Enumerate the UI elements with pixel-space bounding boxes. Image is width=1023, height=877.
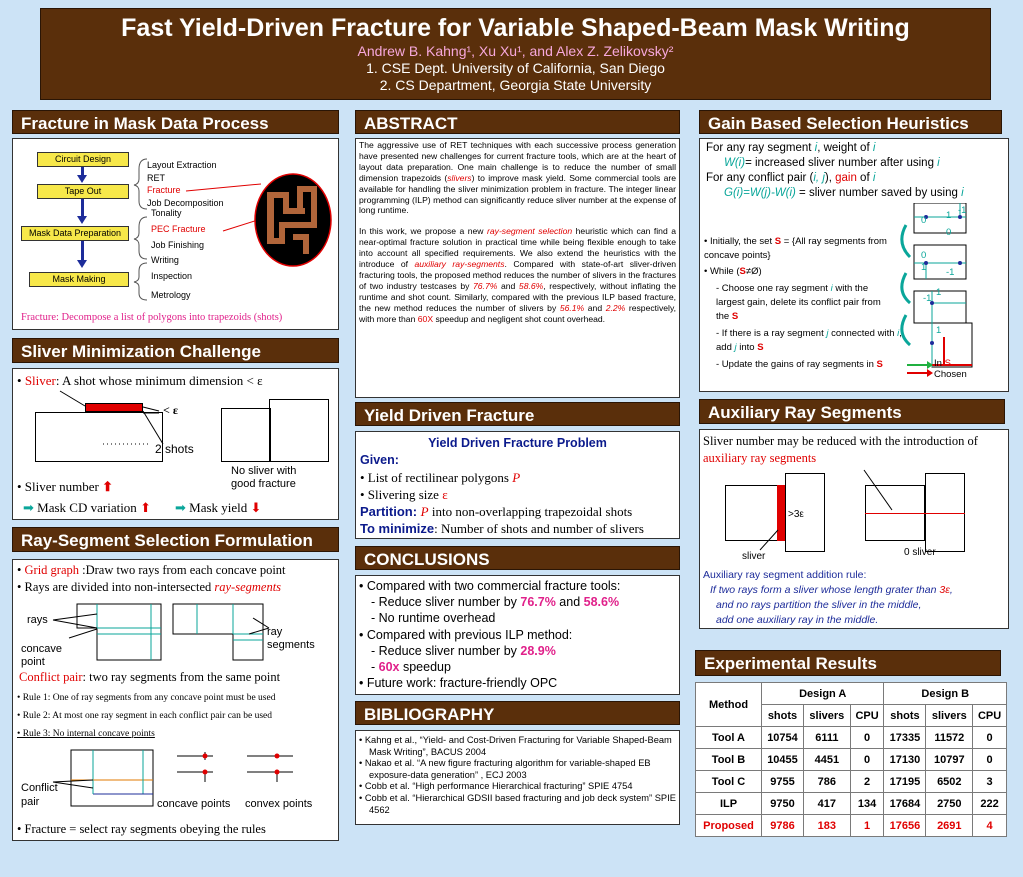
mask-cd-label: Mask CD variation xyxy=(37,500,137,515)
gain-num: 1 xyxy=(936,287,942,298)
abstract-highlight: 60X xyxy=(417,313,434,324)
fracture-layout-image xyxy=(253,172,333,268)
flow-tape-out: Tape Out xyxy=(37,184,129,199)
rule-3: • Rule 3: No internal concave points xyxy=(17,729,155,739)
good-shape-b xyxy=(269,399,329,462)
table-row xyxy=(696,749,1007,771)
aux-rule-text: , xyxy=(949,584,953,596)
gain-text: = increased sliver number after using xyxy=(745,157,938,169)
flow-arrow xyxy=(81,199,84,217)
step-fracture: Fracture xyxy=(147,185,181,195)
abstract-text: heuristic which can find a near-optimal fracture solution in practical time while being flexible enough to take into account all specified requirements. We also extend the heuristics with the introduce of xyxy=(359,226,676,270)
concave-points-label: concave points xyxy=(157,798,231,810)
value-cell: 2750 xyxy=(926,793,973,815)
abstract-highlight: auxiliary ray-segments xyxy=(414,259,505,270)
bib-item: • Cobb et al. “High performance Hierarchical fracturing” SPIE 4754 xyxy=(359,781,633,792)
ydf-minimize xyxy=(360,521,644,537)
mask-yield-label: Mask yield xyxy=(189,500,248,515)
step-job-decomposition: Job Decomposition xyxy=(147,198,224,208)
col-header: slivers xyxy=(803,705,850,727)
ydf-partition-text: into non-overlapping trapezoidal shots xyxy=(428,504,633,519)
gain-num: 0 xyxy=(921,215,927,226)
conclusion-text: and xyxy=(555,595,584,610)
legend-chosen: Chosen xyxy=(934,369,967,380)
ydf-item-text: • Slivering size xyxy=(360,487,443,502)
col-header: shots xyxy=(762,705,804,727)
gain-num: 0 xyxy=(921,250,927,261)
gain-text: = {All ray segments from concave points} xyxy=(704,236,887,261)
value-cell: 17656 xyxy=(884,815,926,837)
flow-arrow-head xyxy=(77,260,87,268)
value-cell: 0 xyxy=(973,727,1007,749)
value-cell: 4 xyxy=(973,815,1007,837)
gain-num: -1 xyxy=(923,293,932,304)
algo-initially xyxy=(704,235,894,263)
abstract-text: . Compared with state-of-art sliver-driven fracturing tools, the proposed method reduces the number of slivers in the fractures of two industry testcases by xyxy=(359,259,677,291)
gain-text: • While ( xyxy=(704,266,740,277)
ydf-eps: ε xyxy=(442,487,448,502)
ydf-list-item-2 xyxy=(360,487,448,503)
aux-ray-line xyxy=(865,513,965,514)
results-header: Experimental Results xyxy=(695,650,1001,676)
rayseg-bullet-1: • Grid graph :Draw two rays from each concave point xyxy=(17,563,286,577)
value-cell: 0 xyxy=(850,749,884,771)
table-row xyxy=(696,771,1007,793)
up-arrow-icon: ⬆ xyxy=(102,479,113,494)
down-arrow-icon: ⬇ xyxy=(250,500,262,515)
design-b-header: Design B xyxy=(884,683,1007,705)
value-cell: 17335 xyxy=(884,727,926,749)
ray-segments-term: ray-segments xyxy=(214,580,282,594)
gain-num: -1 xyxy=(958,205,967,216)
value-cell: 183 xyxy=(803,815,850,837)
value-cell: 6111 xyxy=(803,727,850,749)
grid-graph-term: Grid graph xyxy=(24,563,80,577)
aux-rule-text: If two rays form a sliver whose length grater than xyxy=(710,584,940,596)
aux-rule-title: Auxiliary ray segment addition rule: xyxy=(703,569,867,581)
abstract-panel xyxy=(355,138,680,398)
gain-text: For any conflict pair ( xyxy=(706,172,814,184)
sliver-panel xyxy=(12,368,339,520)
value-cell: 9786 xyxy=(762,815,804,837)
results-table xyxy=(695,682,1007,837)
method-header: Method xyxy=(696,683,762,727)
table-row-proposed xyxy=(696,815,1007,837)
conflict-pair-label: Conflict pair xyxy=(21,782,58,808)
set-S: S xyxy=(731,311,739,322)
gain-step-diagrams xyxy=(896,203,1008,383)
poster-affiliation-1: 1. CSE Dept. University of California, San Diego xyxy=(366,60,665,76)
conclusion-line-2 xyxy=(359,594,676,610)
gain-text: = sliver number saved by using xyxy=(795,187,962,199)
step-ret: RET xyxy=(147,173,165,183)
ydf-minimize-key: To minimize xyxy=(360,521,435,536)
aux-text: Sliver number may be reduced with the introduction of xyxy=(703,434,978,448)
legend-in-s xyxy=(934,358,951,369)
conflict-pair-term: Conflict pair xyxy=(19,670,83,684)
set-S: S xyxy=(944,358,951,369)
value-cell: 17684 xyxy=(884,793,926,815)
abstract-text: and xyxy=(584,302,606,313)
convex-points-label: convex points xyxy=(245,798,313,810)
gain-var: i xyxy=(937,157,940,169)
col-header: shots xyxy=(884,705,926,727)
right-arrow-icon: ➡ xyxy=(23,500,34,515)
value-cell: 134 xyxy=(850,793,884,815)
aux-zero-sliver: 0 sliver xyxy=(904,547,936,558)
value-cell: 10455 xyxy=(762,749,804,771)
gt3e-label: >3ε xyxy=(788,509,804,520)
conclusion-value: 28.9% xyxy=(520,643,556,658)
gain-var: i xyxy=(872,142,876,154)
abstract-header: ABSTRACT xyxy=(355,110,680,134)
abstract-text: and xyxy=(497,280,519,291)
algo-update xyxy=(716,358,896,372)
poster-authors: Andrew B. Kahng¹, Xu Xu¹, and Alex Z. Zelikovsky² xyxy=(357,43,674,59)
table-header-row xyxy=(696,683,1007,705)
step-job-finishing: Job Finishing xyxy=(151,240,205,250)
sliver-number-label: • Sliver number xyxy=(17,479,99,494)
gain-line-1 xyxy=(706,142,875,154)
step-writing: Writing xyxy=(151,255,179,265)
ydf-partition xyxy=(360,504,632,520)
good-shape-a xyxy=(221,408,271,462)
bib-item: • Kahng et al., “Yield- and Cost-Driven Fracturing for Variable Shaped-Beam Mask Writing”, BACUS 2004 xyxy=(359,735,672,757)
set-S: S xyxy=(774,236,782,247)
sliver-definition: • Sliver: A shot whose minimum dimension < ε xyxy=(17,373,263,388)
step-layout-extraction: Layout Extraction xyxy=(147,160,217,170)
gain-line-4 xyxy=(724,187,964,199)
poster-title: Fast Yield-Driven Fracture for Variable Shaped-Beam Mask Writing xyxy=(121,14,910,42)
grid-graph-text: :Draw two rays from each concave point xyxy=(79,563,286,577)
value-cell: 10754 xyxy=(762,727,804,749)
flow-arrow xyxy=(81,241,84,261)
conclusion-line-7: • Future work: fracture-friendly OPC xyxy=(359,676,558,691)
concave-point-label: concave point xyxy=(21,643,62,668)
legend-arrows xyxy=(905,361,933,377)
flow-circuit-design: Circuit Design xyxy=(37,152,129,167)
rayseg-bullet-2 xyxy=(17,580,281,595)
abstract-highlight: 76.7% xyxy=(473,280,498,291)
gain-word: gain xyxy=(835,172,857,184)
set-S: S xyxy=(739,266,746,277)
aux-rule-value: 3ε xyxy=(939,584,950,596)
conclusions-panel xyxy=(355,575,680,695)
title-banner xyxy=(40,8,991,100)
rayseg-header: Ray-Segment Selection Formulation xyxy=(12,527,339,552)
abstract-text: ) to improve mask yield. Some commercial tools are available for handling the sliver minimization problem in fracture. The integer linear programming (ILP) method can significantly reduce sliver number at the expense of long runtime. xyxy=(359,172,676,216)
step-inspection: Inspection xyxy=(151,271,193,281)
algo-while xyxy=(704,266,762,277)
value-cell: 222 xyxy=(973,793,1007,815)
aux-highlight: auxiliary ray segments xyxy=(703,451,817,465)
gain-var: j xyxy=(734,342,737,353)
gain-header: Gain Based Selection Heuristics xyxy=(699,110,1002,134)
method-cell: Tool C xyxy=(696,771,762,793)
abstract-text: , respectively, without inflating the runtime and shot count. Similarly, compared with the previous ILP based fracture, the new method reduces the number of slivers by xyxy=(359,280,676,313)
ydf-minimize-text: : Number of shots and number of slivers xyxy=(434,521,644,536)
gain-var: i xyxy=(897,328,900,339)
flow-mask-data-preparation: Mask Data Preparation xyxy=(21,226,129,241)
value-cell: 0 xyxy=(850,727,884,749)
bib-item: • Cobb et al. “Hierarchical GDSII based fracturing and job deck system” SPIE 4562 xyxy=(359,792,676,815)
col-header: CPU xyxy=(850,705,884,727)
abstract-text: speedup and negligent shot count overhead. xyxy=(433,313,606,324)
ray-segments-label: ray segments xyxy=(267,626,315,651)
ydf-problem-title: Yield Driven Fracture Problem xyxy=(428,436,607,450)
step-metrology: Metrology xyxy=(151,290,191,300)
gain-text: • Initially, the set xyxy=(704,236,775,247)
abstract-highlight: ray-segment selection xyxy=(487,226,573,237)
ydf-given: Given: xyxy=(360,453,399,467)
conclusion-line-3: - No runtime overhead xyxy=(371,611,496,626)
ydf-item-text: • List of rectilinear polygons xyxy=(360,470,513,485)
ydf-partition-key: Partition: xyxy=(360,504,421,519)
abstract-paragraph-2 xyxy=(359,226,676,324)
value-cell: 3 xyxy=(973,771,1007,793)
abstract-text: The aggressive use of RET techniques with each successive process generation have presented new challenges for current fracture tools, which are at the heart of layout data preparation. One main challenge is to reduce the number of small dimension trapezoids ( xyxy=(359,140,676,183)
gain-var: W(i) xyxy=(724,157,746,169)
ydf-list-item-1 xyxy=(360,470,520,486)
bibliography-panel xyxy=(355,730,680,825)
sliver-header: Sliver Minimization Challenge xyxy=(12,338,339,363)
abstract-text: In this work, we propose a new xyxy=(359,226,487,237)
ydf-header: Yield Driven Fracture xyxy=(355,402,680,426)
col-header: CPU xyxy=(973,705,1007,727)
conclusion-line-6 xyxy=(359,659,676,675)
conclusion-line-1: • Compared with two commercial fracture tools: xyxy=(359,579,621,593)
value-cell: 17130 xyxy=(884,749,926,771)
gain-panel xyxy=(699,138,1009,392)
conflict-pair-text: : two ray segments from the same point xyxy=(82,670,281,684)
bib-item: • Nakao et al. “A new figure fracturing algorithm for variable-shaped EB exposure-data generation” , ECJ 2003 xyxy=(359,758,651,780)
two-shots-label: 2 shots xyxy=(155,442,194,456)
no-sliver-label: No sliver with good fracture xyxy=(231,465,297,490)
aux-rule-line-2: and no rays partition the sliver in the middle, xyxy=(716,599,922,611)
method-cell: Tool A xyxy=(696,727,762,749)
method-cell: Tool B xyxy=(696,749,762,771)
abstract-highlight: 58.6% xyxy=(518,280,544,291)
abstract-paragraph-1 xyxy=(359,140,676,216)
design-a-header: Design A xyxy=(762,683,884,705)
fracture-caption: Fracture: Decompose a list of polygons into trapezoids (shots) xyxy=(21,312,283,323)
gain-line-2 xyxy=(724,157,940,169)
value-cell: 786 xyxy=(803,771,850,793)
sliver-word: Sliver xyxy=(24,373,56,388)
gain-text: For any ray segment xyxy=(706,142,815,154)
conclusion-line-5 xyxy=(359,643,676,659)
gain-text: - If there is a ray segment xyxy=(716,328,827,339)
value-cell: 9750 xyxy=(762,793,804,815)
gain-line-3 xyxy=(706,172,875,184)
col-header: slivers xyxy=(926,705,973,727)
flow-arrow-head xyxy=(77,175,87,183)
abstract-highlight: 2.2% xyxy=(605,302,626,313)
conclusion-text: speedup xyxy=(399,660,451,675)
fracture-header: Fracture in Mask Data Process xyxy=(12,110,339,134)
eps-label: < ε xyxy=(163,403,178,417)
mask-yield xyxy=(175,500,261,516)
conclusion-value: 58.6% xyxy=(583,595,620,610)
gain-text: with the largest gain, delete its conflict pair from the xyxy=(716,283,881,322)
up-arrow-icon: ⬆ xyxy=(140,500,151,515)
abstract-text: respectively, with more than xyxy=(359,302,676,324)
right-arrow-icon: ➡ xyxy=(175,500,186,515)
gain-num: 1 xyxy=(946,210,952,221)
legend-text: In xyxy=(934,358,945,369)
gain-var: i xyxy=(814,142,818,154)
conclusion-line-4: • Compared with previous ILP method: xyxy=(359,627,573,642)
gain-text: , weight of xyxy=(817,142,873,154)
conclusion-text: - Reduce sliver number by xyxy=(371,643,521,658)
gain-text: - Choose one ray segment xyxy=(716,283,831,294)
conclusion-value: 76.7% xyxy=(520,595,556,610)
gain-num: 0 xyxy=(946,227,952,238)
set-S: S xyxy=(876,359,883,370)
value-cell: 4451 xyxy=(803,749,850,771)
table-row xyxy=(696,727,1007,749)
value-cell: 6502 xyxy=(926,771,973,793)
algo-choose xyxy=(716,282,888,324)
gain-var: i, j xyxy=(813,172,825,184)
gain-text: into xyxy=(736,342,758,353)
conflict-pair-def xyxy=(19,670,280,685)
gain-text: - Update the gains of ray segments in xyxy=(716,359,877,370)
sliver-def-text: : A shot whose minimum dimension < ε xyxy=(55,373,263,388)
mask-cd-variation xyxy=(23,500,151,516)
fracture-panel xyxy=(12,138,339,330)
gain-text: ), xyxy=(824,172,836,184)
fracture-pointer-lines xyxy=(183,179,263,239)
aux-panel xyxy=(699,429,1009,629)
aux-header: Auxiliary Ray Segments xyxy=(699,399,1005,424)
gain-num: 1 xyxy=(921,262,927,273)
value-cell: 0 xyxy=(973,749,1007,771)
gain-text: , add xyxy=(716,328,902,353)
fracture-summary: • Fracture = select ray segments obeying the rules xyxy=(17,822,266,836)
table-row xyxy=(696,793,1007,815)
rayseg-panel xyxy=(12,559,339,841)
value-cell: 10797 xyxy=(926,749,973,771)
abstract-highlight: slivers xyxy=(447,172,472,183)
abstract-highlight: 56.1% xyxy=(559,302,585,313)
aux-rule-line-1 xyxy=(710,584,953,596)
value-cell: 1 xyxy=(850,815,884,837)
value-cell: 2691 xyxy=(926,815,973,837)
sliver-number xyxy=(17,479,113,495)
bibliography-header: BIBLIOGRAPHY xyxy=(355,701,680,725)
rayseg-bullet-2-text: • Rays are divided into non-intersected xyxy=(17,580,215,594)
method-cell: Proposed xyxy=(696,815,762,837)
conclusion-value: 60x xyxy=(378,660,400,675)
poster-affiliation-2: 2. CS Department, Georgia State University xyxy=(379,77,652,93)
ydf-P: P xyxy=(420,504,429,519)
gain-var: i xyxy=(961,187,964,199)
rule-2: • Rule 2: At most one ray segment in each conflict pair can be used xyxy=(17,711,273,721)
value-cell: 417 xyxy=(803,793,850,815)
set-S: S xyxy=(757,342,764,353)
gain-var: i xyxy=(830,283,833,294)
conclusion-text: - Reduce sliver number by xyxy=(371,595,521,610)
value-cell: 9755 xyxy=(762,771,804,793)
step-pec-fracture: PEC Fracture xyxy=(151,224,206,234)
value-cell: 17195 xyxy=(884,771,926,793)
flow-arrow-head xyxy=(77,216,87,224)
gain-text: connected with xyxy=(828,328,898,339)
conclusions-header: CONCLUSIONS xyxy=(355,546,680,570)
ydf-P: P xyxy=(512,470,521,485)
flow-mask-making: Mask Making xyxy=(29,272,129,287)
value-cell: 11572 xyxy=(926,727,973,749)
gain-num: -1 xyxy=(946,267,955,278)
ydf-panel xyxy=(355,431,680,539)
gain-num: 1 xyxy=(936,325,942,336)
value-cell: 2 xyxy=(850,771,884,793)
step-tonality: Tonality xyxy=(151,208,182,218)
gain-var: j xyxy=(826,328,829,339)
gain-var: G(i)=W(j)-W(i) xyxy=(724,187,796,199)
gain-text: ≠Ø) xyxy=(745,266,762,277)
method-cell: ILP xyxy=(696,793,762,815)
gain-var: i xyxy=(872,172,876,184)
aux-rule-line-3: add one auxiliary ray in the middle. xyxy=(716,614,879,626)
aux-sliver-label: sliver xyxy=(742,551,766,562)
algo-connected xyxy=(716,327,904,355)
gain-text: of xyxy=(856,172,873,184)
rays-label: rays xyxy=(27,614,48,626)
conclusion-text: - xyxy=(371,660,379,675)
rule-1: • Rule 1: One of ray segments from any concave point must be used xyxy=(17,693,276,703)
